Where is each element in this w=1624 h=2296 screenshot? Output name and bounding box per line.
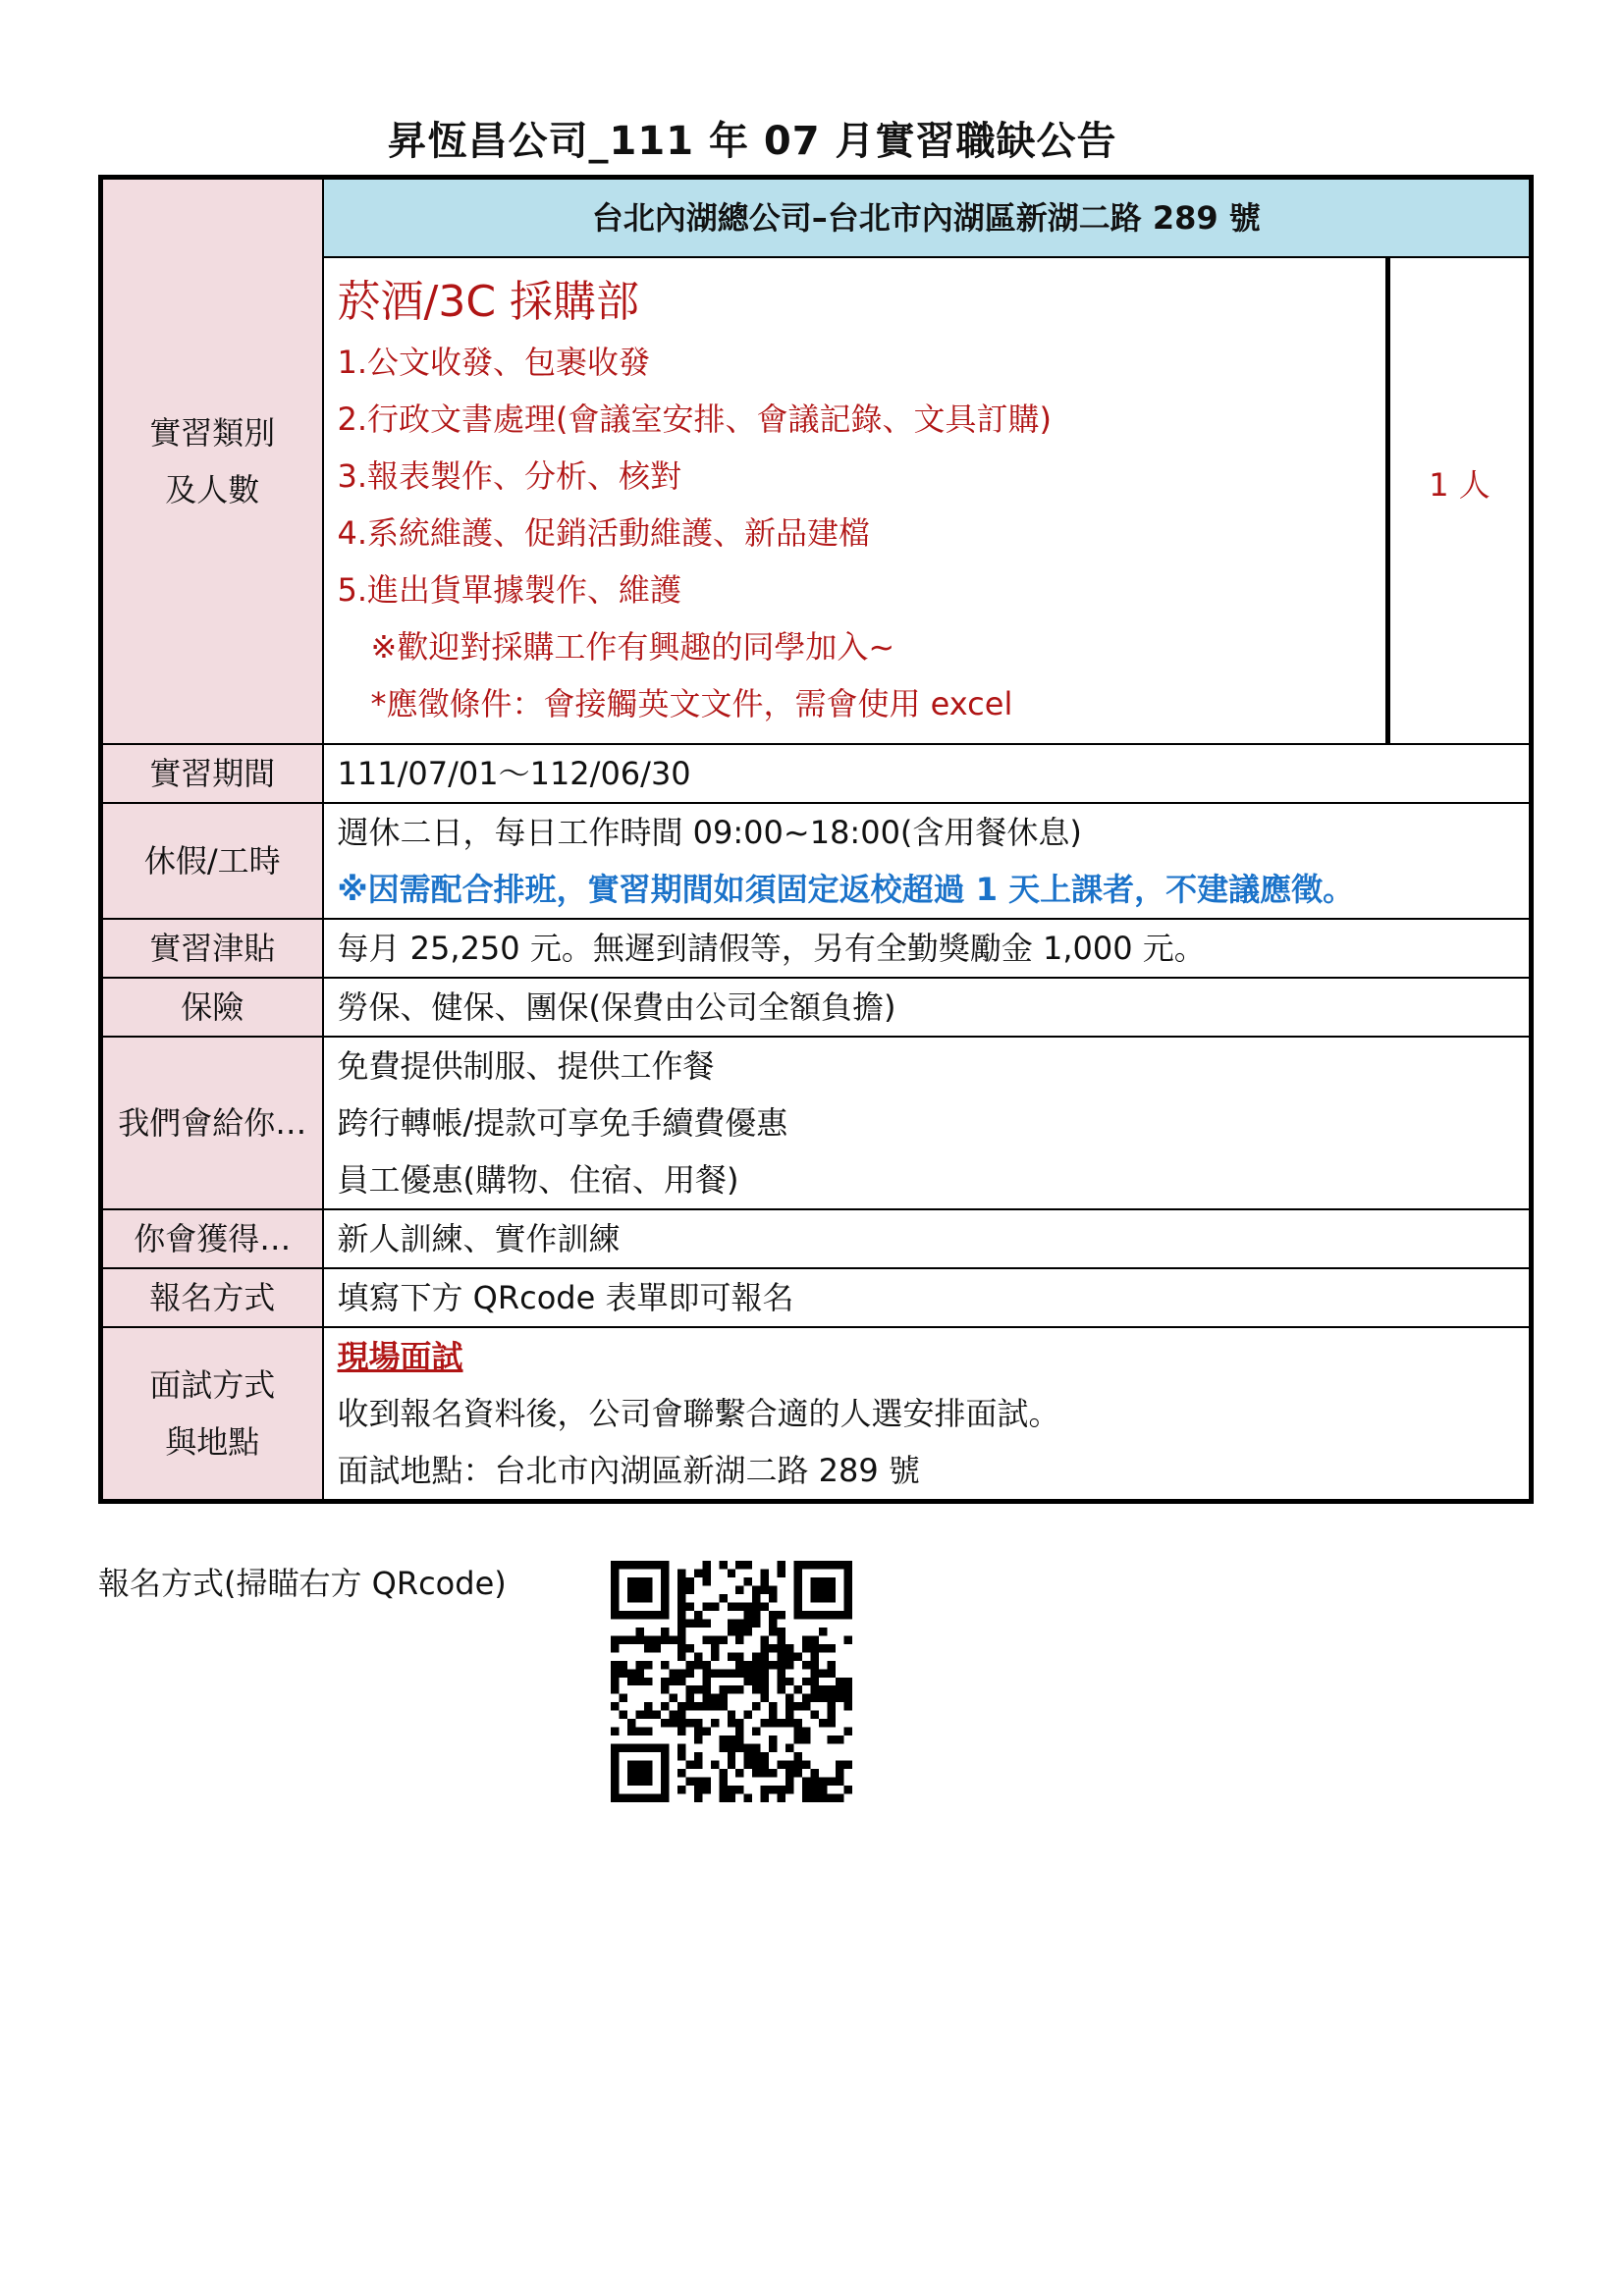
registration-note: 報名方式(掃瞄右方 QRcode) [98,1565,507,1602]
duty-item: 2.行政文書處理(會議室安排、會議記錄、文具訂購) [337,400,1053,439]
benefit-item: 免費提供制服、提供工作餐 [337,1047,715,1085]
internship-table [98,175,1534,1504]
hours-label: 休假/工時 [101,803,323,919]
period-value: 111/07/01～112/06/30 [323,744,1532,803]
hours-warning: ※因需配合排班，實習期間如須固定返校超過 1 天上課者，不建議應徵。 [337,871,1355,908]
category-content [323,257,1388,744]
page-title: 昇恆昌公司_111 年 07 月實習職缺公告 [387,119,1117,164]
interview-location: 面試地點：台北市內湖區新湖二路 289 號 [337,1452,920,1489]
benefits-label: 我們會給你… [101,1037,323,1209]
allowance-label: 實習津貼 [101,919,323,978]
gain-value: 新人訓練、實作訓練 [323,1209,1532,1268]
interview-line: 收到報名資料後，公司會聯繫合適的人選安排面試。 [337,1395,1060,1432]
benefits-content [323,1037,1532,1209]
category-label: 實習類別 及人數 [101,178,323,745]
benefit-item: 員工優惠(購物、住宿、用餐) [337,1161,739,1199]
insurance-value: 勞保、健保、團保(保費由公司全額負擔) [323,978,1532,1037]
gain-label: 你會獲得… [101,1209,323,1268]
duty-item: 1.公文收發、包裹收發 [337,344,651,382]
interview-content [323,1327,1532,1502]
hours-line: 週休二日，每日工作時間 09:00~18:00(含用餐休息) [337,814,1082,851]
allowance-value: 每月 25,250 元。無遲到請假等，另有全勤獎勵金 1,000 元。 [323,919,1532,978]
headcount: 1 人 [1388,257,1532,744]
qr-code-icon[interactable] [611,1561,852,1802]
apply-label: 報名方式 [101,1268,323,1327]
period-label: 實習期間 [101,744,323,803]
duty-item: 3.報表製作、分析、核對 [337,457,682,496]
benefit-item: 跨行轉帳/提款可享免手續費優惠 [337,1104,788,1142]
interview-method: 現場面試 [337,1338,463,1375]
apply-value: 填寫下方 QRcode 表單即可報名 [323,1268,1532,1327]
department-title: 菸酒/3C 採購部 [337,276,640,327]
requirement-note: *應徵條件：會接觸英文文件，需會使用 excel [370,685,1013,723]
duty-item: 4.系統維護、促銷活動維護、新品建檔 [337,514,871,553]
insurance-label: 保險 [101,978,323,1037]
location-header: 台北內湖總公司–台北市內湖區新湖二路 289 號 [323,178,1532,258]
welcome-note: ※歡迎對採購工作有興趣的同學加入~ [370,628,895,667]
duty-item: 5.進出貨單據製作、維護 [337,571,682,610]
hours-content [323,803,1532,919]
interview-label: 面試方式 與地點 [101,1327,323,1502]
